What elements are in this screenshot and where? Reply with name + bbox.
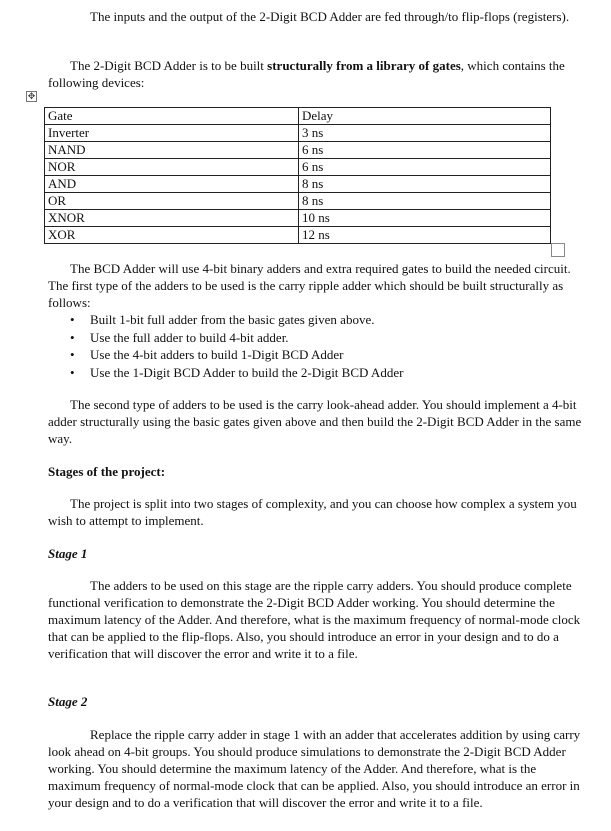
gate-cell: XNOR: [45, 210, 299, 227]
intro-p2-text: The 2-Digit BCD Adder is to be built: [70, 58, 268, 73]
table-row: [45, 125, 551, 142]
bullet-icon: •: [70, 364, 75, 380]
list-item-text: Use the full adder to build 4-bit adder.: [90, 329, 289, 345]
stage2-text: Replace the ripple carry adder in stage 1 with an adder that accelerates addition by using carry look ahead on 4-bit groups. You should produce simulations to demonstrate the 2-Digit BCD Adder working. You should determine the maximum latency of the Adder. And therefore, what is the maximum frequency of normal-mode clock that can be applied. Also, you should introduce an error in your design and to do a verification that will discover the error and write it to a file.: [48, 727, 581, 810]
delay-cell: 10 ns: [299, 210, 551, 227]
bullet-icon: •: [70, 329, 75, 345]
table-header-gate: Gate: [45, 108, 299, 125]
delay-cell: 6 ns: [299, 159, 551, 176]
list-item-text: Use the 1-Digit BCD Adder to build the 2-Digit BCD Adder: [90, 364, 404, 380]
bullet-icon: •: [70, 312, 75, 327]
table-row: [45, 210, 551, 227]
gate-cell: NOR: [45, 159, 299, 176]
delay-cell: 8 ns: [299, 193, 551, 210]
gate-cell: AND: [45, 176, 299, 193]
intro-p2-tail: , which contains the following devices:: [48, 58, 565, 90]
table-row: [45, 227, 551, 244]
bcd-paragraph-2: The second type of adders to be used is the carry look-ahead adder. You should implement a 4-bit adder structurally using the basic gates given above and then build the 2-Digit BCD Adder in the same way.: [48, 397, 582, 446]
table-row: [45, 159, 551, 176]
table-header-delay: Delay: [299, 108, 551, 125]
gate-cell: OR: [45, 193, 299, 210]
intro-paragraph-2: [48, 57, 588, 91]
table-resize-handle-icon[interactable]: [551, 243, 565, 257]
build-steps-list: [48, 311, 588, 381]
list-item: [48, 311, 588, 329]
intro-paragraph-1: The inputs and the output of the 2-Digit BCD Adder are fed through/to flip-flops (registers).: [90, 9, 570, 24]
table-row: [45, 142, 551, 159]
gate-cell: XOR: [45, 227, 299, 244]
table-move-handle-icon[interactable]: ✥: [27, 91, 36, 101]
table-row: [45, 193, 551, 210]
bcd-paragraph-1: The BCD Adder will use 4-bit binary adders and extra required gates to build the needed circuit. The first type of the adders to be used is the carry ripple adder which should be built structurally as follows:: [48, 261, 571, 310]
delay-cell: 12 ns: [299, 227, 551, 244]
stages-heading: Stages of the project:: [48, 464, 166, 479]
gate-cell: Inverter: [45, 125, 299, 142]
gate-delay-table: [44, 107, 551, 244]
list-item: [48, 329, 588, 347]
gate-cell: NAND: [45, 142, 299, 159]
list-item-text: Built 1-bit full adder from the basic gates given above.: [90, 312, 375, 327]
intro-p2-bold: structurally from a library of gates: [267, 58, 461, 73]
stage2-title: Stage 2: [48, 694, 88, 709]
list-item: [48, 364, 588, 382]
bullet-icon: •: [70, 347, 75, 362]
delay-cell: 3 ns: [299, 125, 551, 142]
list-item: [48, 346, 588, 364]
table-row: [45, 176, 551, 193]
stages-intro: The project is split into two stages of complexity, and you can choose how complex a system you wish to attempt to implement.: [48, 496, 577, 528]
list-item-text: Use the 4-bit adders to build 1-Digit BCD Adder: [90, 347, 344, 362]
stage1-title: Stage 1: [48, 546, 88, 561]
stage1-text: The adders to be used on this stage are the ripple carry adders. You should produce complete functional verification to demonstrate the 2-Digit BCD Adder working. You should determine the maximum latency of the Adder. And therefore, what is the maximum frequency of normal-mode clock that can be applied to the flip-flops. Also, you should introduce an error in your design and to do a verification that will discover the error and write it to a file.: [48, 578, 581, 661]
table-header-row: [45, 108, 551, 125]
delay-cell: 6 ns: [299, 142, 551, 159]
delay-cell: 8 ns: [299, 176, 551, 193]
